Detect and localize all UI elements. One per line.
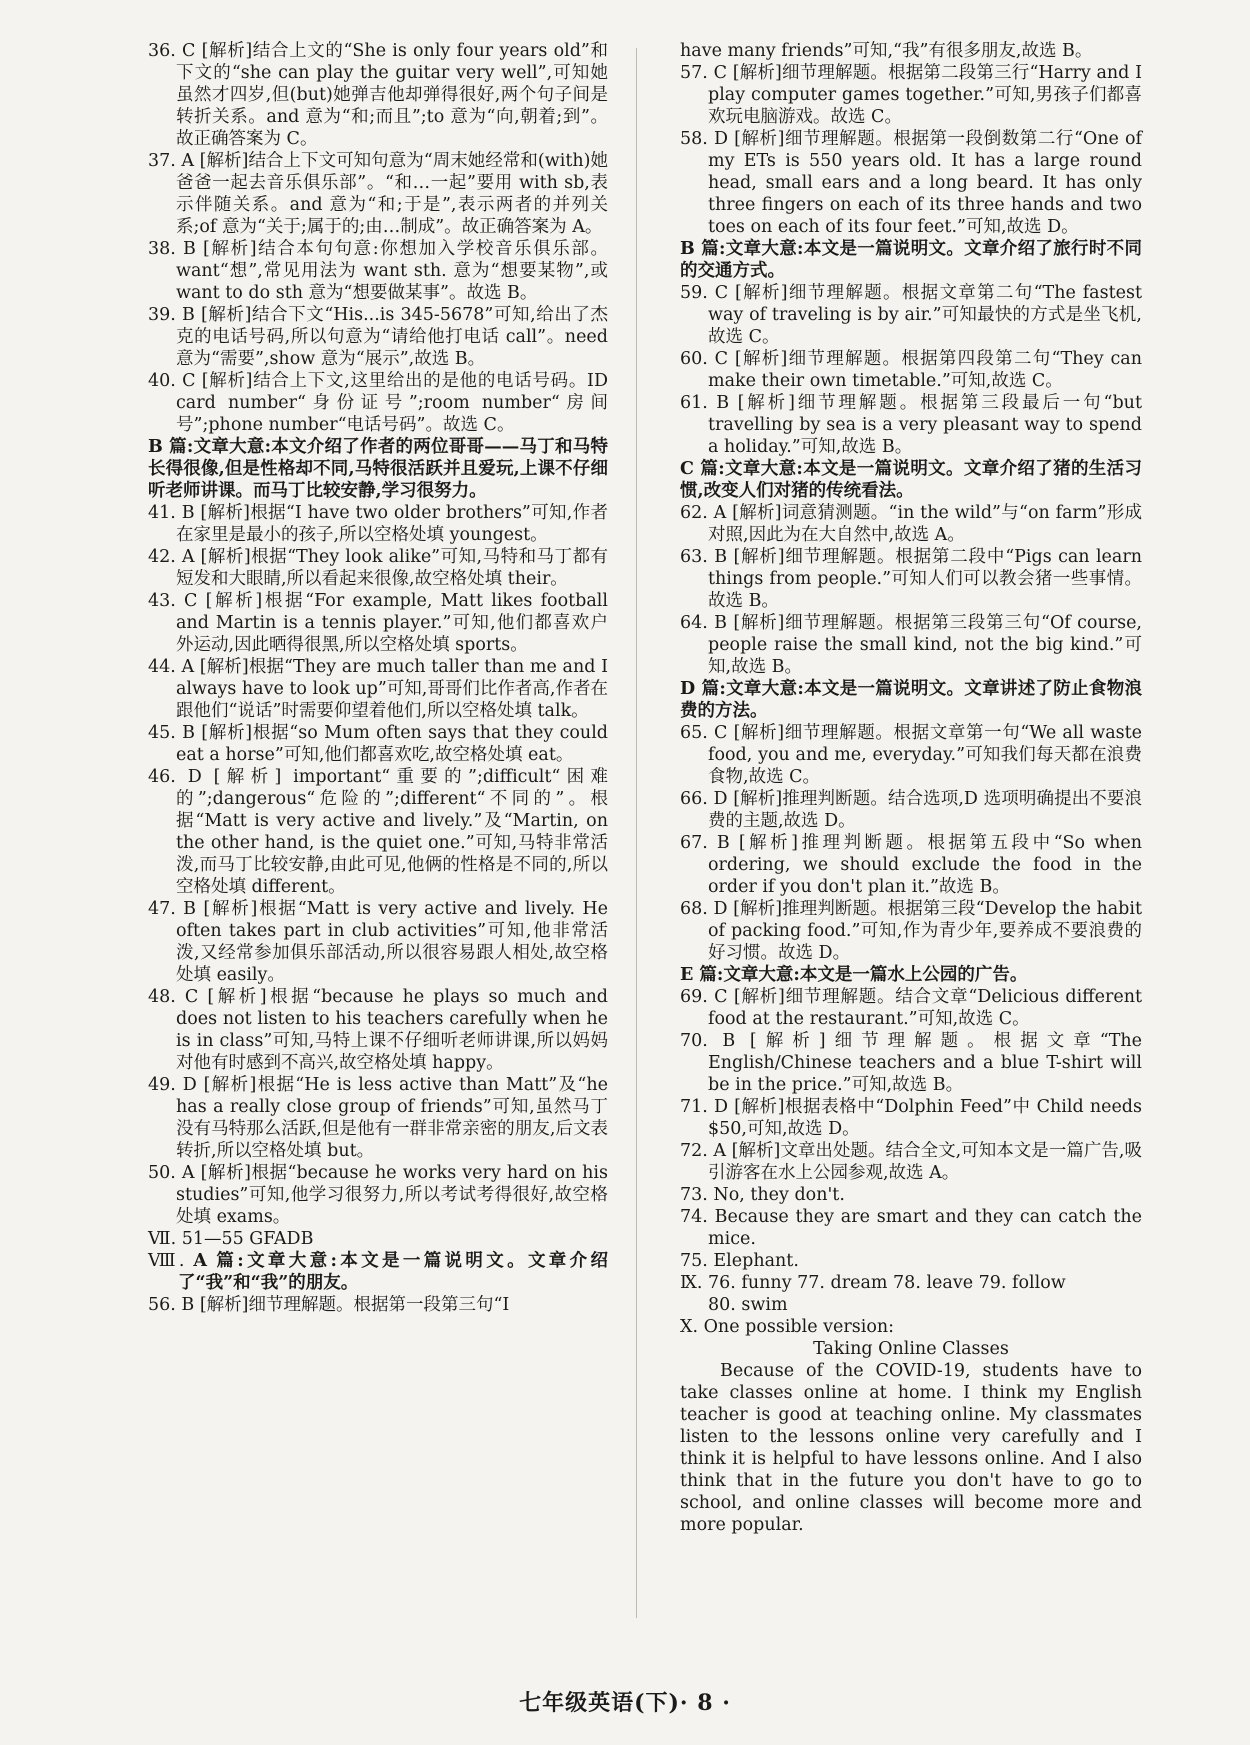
answer-item: 59. C [解析]细节理解题。根据文章第二句“The fastest way of traveling is by air.”可知最快的方式是坐飞机,故选 C。 bbox=[680, 283, 1142, 347]
answer-item: 49. D [解析]根据“He is less active than Matt”及“he has a really close group of friends”可知,虽然马丁没有马特那么活跃,但是他有一群非常亲密的朋友,后文表转折,所以空格处填 but。 bbox=[148, 1075, 608, 1161]
answer-item: 48. C [解析]根据“because he plays so much and does not listen to his teachers carefully when he is in class”可知,马特上课不仔细听老师讲课,所以妈妈对他有时感到不高兴,故空格处填 happy。 bbox=[148, 987, 608, 1073]
passage-summary bbox=[680, 458, 1142, 502]
answer-item: 61. B [解析]细节理解题。根据第三段最后一句“but travelling by sea is a very pleasant way to spend a holiday.”可知,故选 B。 bbox=[680, 393, 1142, 457]
summary-label: D 篇:文章大意: bbox=[680, 679, 804, 699]
essay-body: Because of the COVID-19, students have to take classes online at home. I think my English teacher is good at teaching online. My classmates listen to the lessons online very carefully and I think it is helpful to have lessons online. And I also think that in the future you don't have to go to school, and online classes will become more and more popular. bbox=[680, 1361, 1142, 1535]
answer-item: 69. C [解析]细节理解题。结合文章“Delicious different food at the restaurant.”可知,故选 C。 bbox=[680, 987, 1142, 1029]
answer-item: 65. C [解析]细节理解题。根据文章第一句“We all waste food, you and me, everyday.”可知我们每天都在浪费食物,故选 C。 bbox=[680, 723, 1142, 787]
answer-item: 68. D [解析]推理判断题。根据第三段“Develop the habit of packing food.”可知,作为青少年,要养成不要浪费的好习惯。故选 D。 bbox=[680, 899, 1142, 963]
answer-item: 50. A [解析]根据“because he works very hard on his studies”可知,他学习很努力,所以考试考得很好,故空格处填 exams。 bbox=[148, 1163, 608, 1227]
summary-text: 本文介绍了作者的两位哥哥——马丁和马特长得很像,但是性格却不同,马特很活跃并且爱玩,上课不仔细听老师讲课。而马丁比较安静,学习很努力。 bbox=[148, 437, 609, 501]
answer-item: 58. D [解析]细节理解题。根据第一段倒数第二行“One of my ETs is 550 years old. It has a large round head, small ears and a long beard. It has only three fingers on each of its three hands and two toes on each of its four feet.”可知,故选 D。 bbox=[680, 129, 1142, 237]
answer-item: 47. B [解析]根据“Matt is very active and lively. He often takes part in club activities”可知,他非常活泼,又经常参加俱乐部活动,所以很容易跟人相处,故空格处填 easily。 bbox=[148, 899, 608, 985]
answer-item: 74. Because they are smart and they can catch the mice. bbox=[680, 1207, 1142, 1249]
passage-summary bbox=[680, 678, 1142, 722]
essay-title: Taking Online Classes bbox=[813, 1339, 1009, 1359]
answer-item: 72. A [解析]文章出处题。结合全文,可知本文是一篇广告,吸引游客在水上公园参观,故选 A。 bbox=[680, 1141, 1142, 1183]
summary-text: 本文是一篇说明文。文章讲述了防止食物浪费的方法。 bbox=[680, 679, 1142, 721]
answer-item: 38. B [解析]结合本句句意:你想加入学校音乐俱乐部。want“想”,常见用法为 want sth. 意为“想要某物”,或 want to do sth 意为“想要做某事”。故选 B。 bbox=[148, 239, 608, 303]
answer-item: 71. D [解析]根据表格中“Dolphin Feed”中 Child needs $50,可知,故选 D。 bbox=[680, 1097, 1142, 1139]
passage-summary bbox=[680, 964, 1142, 986]
answer-item: 57. C [解析]细节理解题。根据第二段第三行“Harry and I play computer games together.”可知,男孩子们都喜欢玩电脑游戏。故选 C。 bbox=[680, 63, 1142, 127]
answer-item: 63. B [解析]细节理解题。根据第二段中“Pigs can learn things from people.”可知人们可以教会猪一些事情。故选 B。 bbox=[680, 547, 1142, 611]
answer-item: 37. A [解析]结合上下文可知句意为“周末她经常和(with)她爸爸一起去音乐俱乐部”。“和…一起”要用 with sb,表示伴随关系。and 意为“和;于是”,表示两者的并列关系;of 意为“关于;属于的;由…制成”。故正确答案为 A。 bbox=[148, 151, 608, 237]
answer-item: 40. C [解析]结合上下文,这里给出的是他的电话号码。ID card number“身份证号”;room number“房间号”;phone number“电话号码”。故选 C。 bbox=[148, 371, 608, 435]
summary-label: B 篇:文章大意: bbox=[680, 239, 804, 259]
summary-label: C 篇:文章大意: bbox=[680, 459, 803, 479]
summary-text: 本文是一篇说明文。文章介绍了旅行时不同的交通方式。 bbox=[680, 239, 1142, 281]
summary-label: A 篇:文章大意: bbox=[193, 1251, 337, 1271]
left-column bbox=[148, 40, 608, 1316]
answer-item: 36. C [解析]结合上文的“She is only four years old”和下文的“she can play the guitar very well”,可知她虽然才四岁,但(but)她弹吉他却弹得很好,两个句子间是转折关系。and 意为“和;而且”;to 意为“向,朝着;到”。故正确答案为 C。 bbox=[148, 41, 608, 149]
section-heading: Ⅹ. One possible version: bbox=[680, 1317, 895, 1337]
passage-summary bbox=[680, 238, 1142, 282]
answer-item: 70. B [解析]细节理解题。根据文章“The English/Chinese teachers and a blue T-shirt will be in the price.”可知,故选 B。 bbox=[680, 1031, 1142, 1095]
answer-item: 60. C [解析]细节理解题。根据第四段第二句“They can make their own timetable.”可知,故选 C。 bbox=[680, 349, 1142, 391]
summary-text: 本文是一篇说明文。文章介绍了“我”和“我”的朋友。 bbox=[178, 1251, 609, 1293]
column-divider bbox=[636, 48, 637, 1618]
answer-item: 80. swim bbox=[708, 1295, 788, 1315]
section-heading: Ⅸ. 76. funny 77. dream 78. leave 79. follow bbox=[680, 1273, 1066, 1293]
summary-text: 本文是一篇说明文。文章介绍了猪的生活习惯,改变人们对猪的传统看法。 bbox=[680, 459, 1143, 501]
answer-item: 42. A [解析]根据“They look alike”可知,马特和马丁都有短发和大眼睛,所以看起来很像,故空格处填 their。 bbox=[148, 547, 608, 589]
answer-item: 45. B [解析]根据“so Mum often says that they could eat a horse”可知,他们都喜欢吃,故空格处填 eat。 bbox=[148, 723, 608, 765]
answer-continuation: have many friends”可知,“我”有很多朋友,故选 B。 bbox=[680, 41, 1093, 61]
answer-item: 56. B [解析]细节理解题。根据第一段第三句“I bbox=[148, 1295, 510, 1315]
answer-item: 64. B [解析]细节理解题。根据第三段第三句“Of course, people raise the small kind, not the big kind.”可知,故选 B。 bbox=[680, 613, 1142, 677]
right-column bbox=[680, 40, 1142, 1536]
answer-item: 67. B [解析]推理判断题。根据第五段中“So when ordering, we should exclude the food in the order if you don't plan it.”故选 B。 bbox=[680, 833, 1142, 897]
page-footer: 七年级英语(下)· 8 · bbox=[519, 1690, 731, 1716]
answer-item: 73. No, they don't. bbox=[680, 1185, 845, 1205]
answer-item: 44. A [解析]根据“They are much taller than me and I always have to look up”可知,哥哥们比作者高,作者在跟他们“说话”时需要仰望着他们,所以空格处填 talk。 bbox=[148, 657, 608, 721]
section-heading: Ⅶ. 51—55 GFADB bbox=[148, 1229, 314, 1249]
answer-item: 39. B [解析]结合下文“His...is 345-5678”可知,给出了杰克的电话号码,所以句意为“请给他打电话 call”。need 意为“需要”,show 意为“展示”,故选 B。 bbox=[148, 305, 608, 369]
answer-item: 75. Elephant. bbox=[680, 1251, 799, 1271]
summary-text: 本文是一篇水上公园的广告。 bbox=[799, 965, 1028, 985]
answer-item: 41. B [解析]根据“I have two older brothers”可知,作者在家里是最小的孩子,所以空格处填 youngest。 bbox=[148, 503, 608, 545]
answer-item: 46. D [解析] important“重要的”;difficult“困难的”;dangerous“危险的”;different“不同的”。根据“Matt is very active and lively.”及“Martin, on the other hand, is the quiet one.”可知,马特非常活泼,而马丁比较安静,由此可见,他俩的性格是不同的,所以空格处填 different。 bbox=[148, 767, 608, 897]
answer-item: 62. A [解析]词意猜测题。“in the wild”与“on farm”形成对照,因此为在大自然中,故选 A。 bbox=[680, 503, 1142, 545]
section-numeral: Ⅷ. bbox=[148, 1251, 194, 1271]
summary-label: B 篇:文章大意: bbox=[148, 437, 272, 457]
answer-item: 43. C [解析]根据“For example, Matt likes football and Martin is a tennis player.”可知,他们都喜欢户外运动,因此晒得很黑,所以空格处填 sports。 bbox=[148, 591, 608, 655]
answer-item: 66. D [解析]推理判断题。结合选项,D 选项明确提出不要浪费的主题,故选 D。 bbox=[680, 789, 1142, 831]
passage-summary bbox=[148, 436, 608, 502]
summary-label: E 篇:文章大意: bbox=[680, 965, 800, 985]
passage-summary bbox=[148, 1250, 608, 1294]
